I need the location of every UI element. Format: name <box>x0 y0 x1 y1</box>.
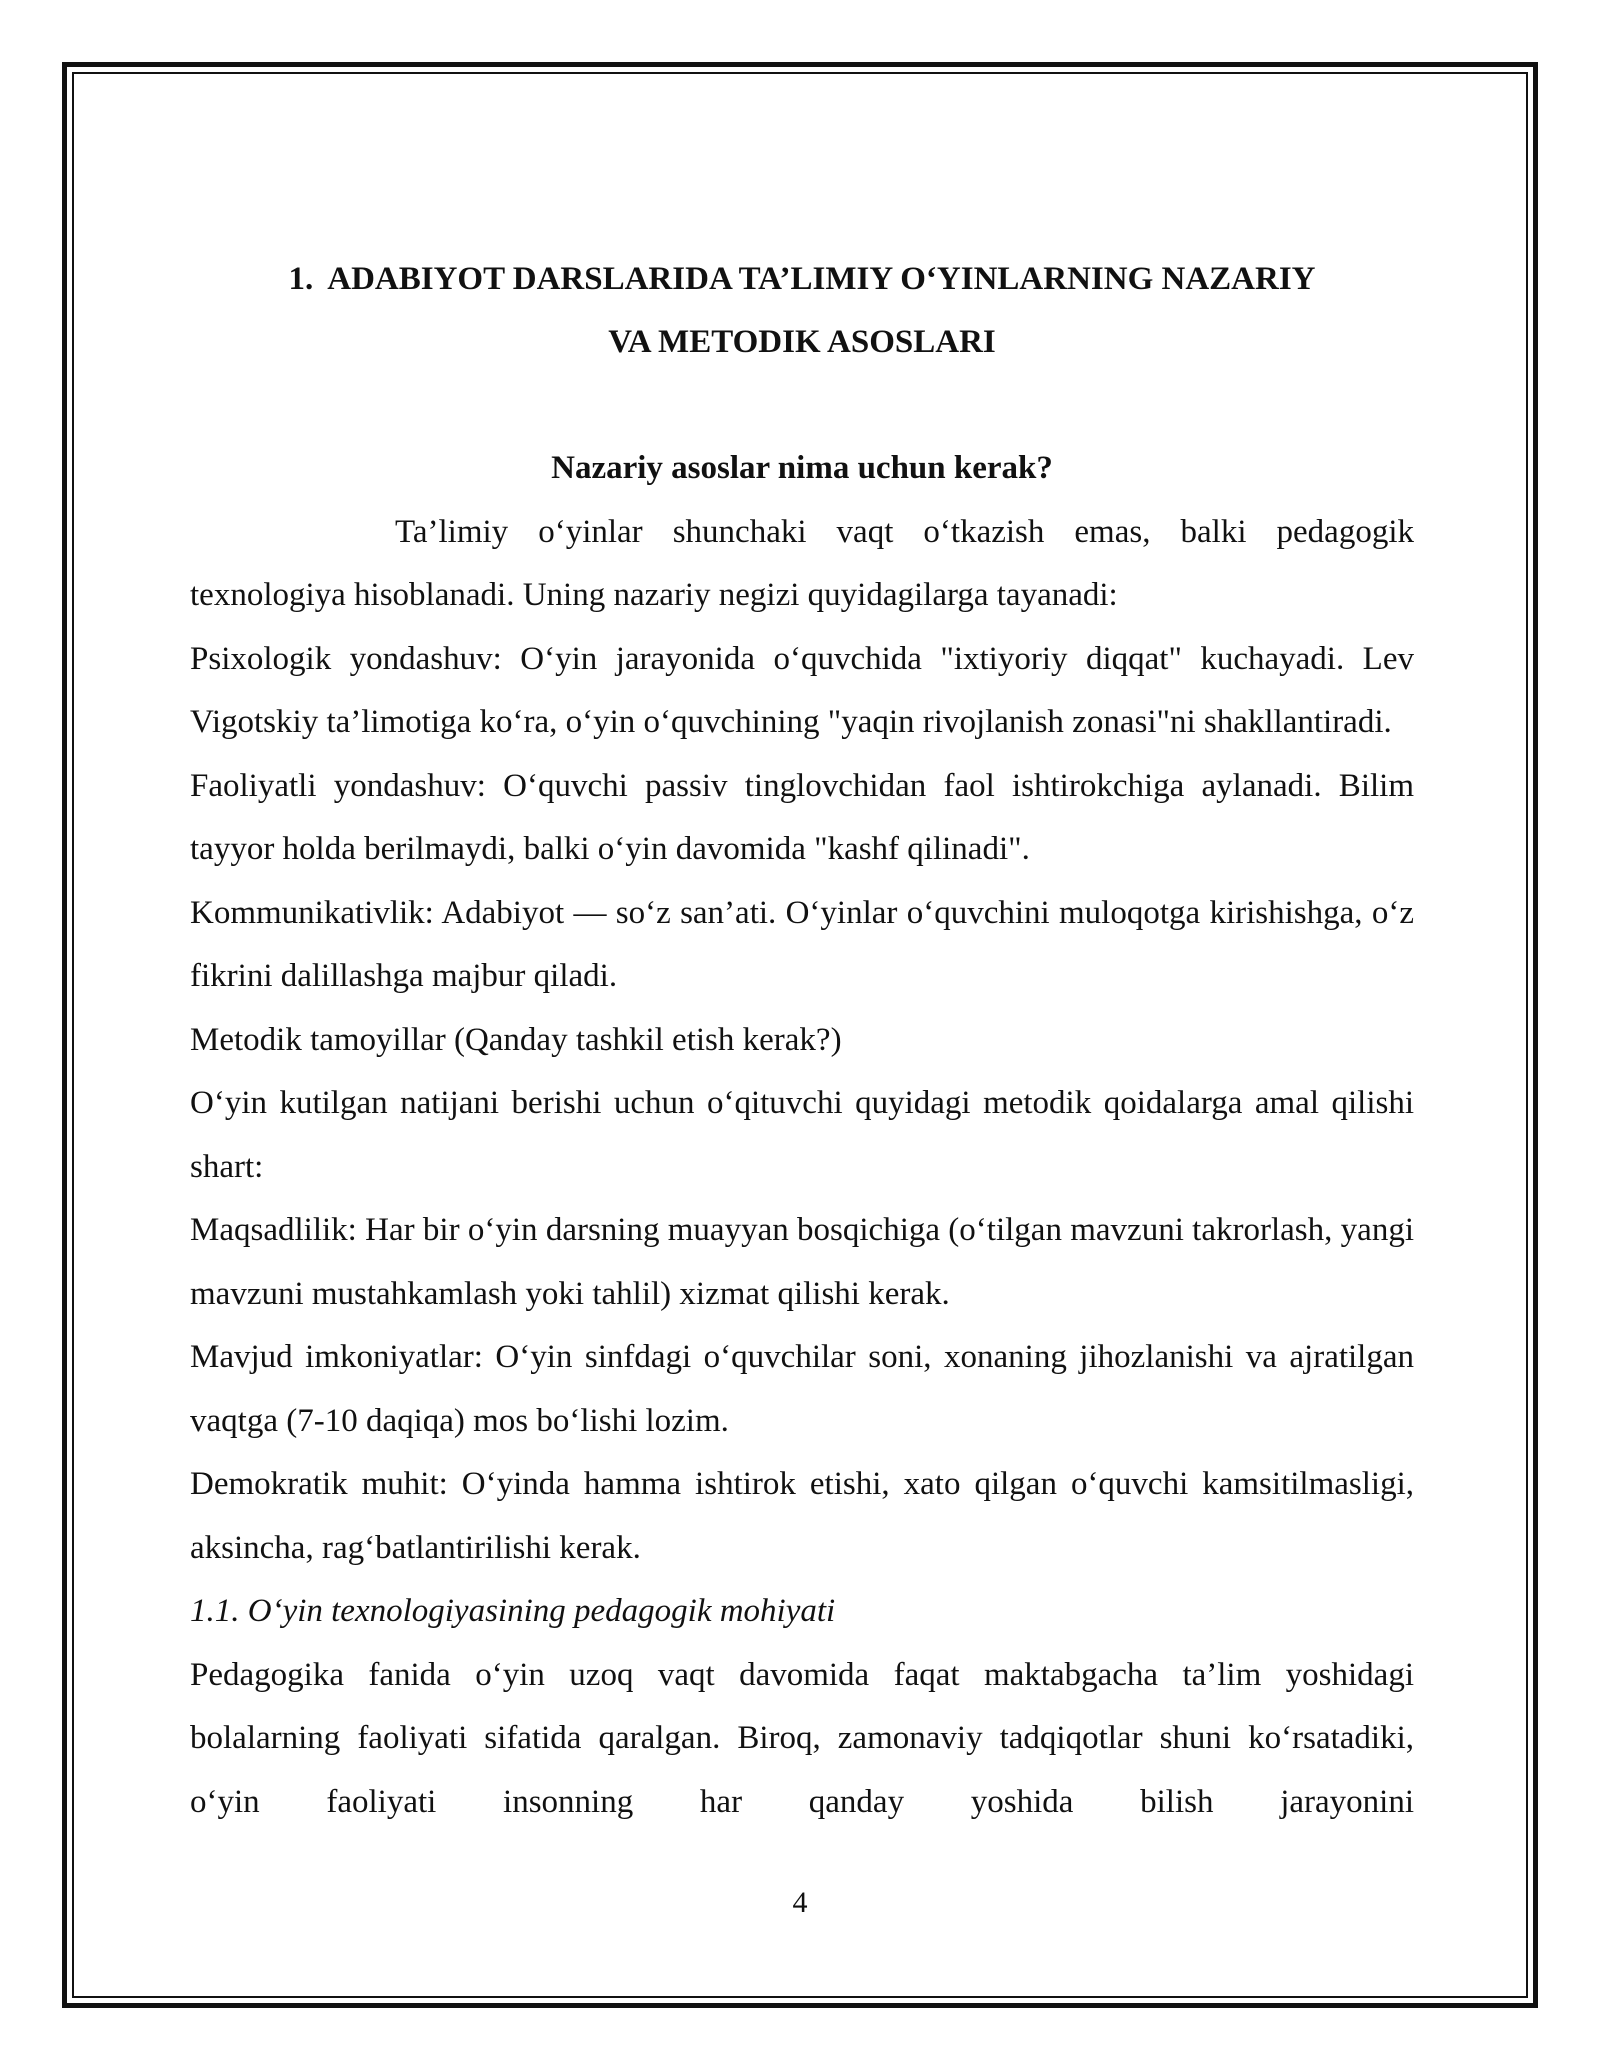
paragraph-metodik: Metodik tamoyillar (Qanday tashkil etish kerak?) <box>190 1021 842 1058</box>
paragraph-kommunikativlik: Kommunikativlik: Adabiyot — so‘z san’ati. O‘yinlar o‘quvchini muloqotga kirishishga, o‘z fikrini dalillashga majbur qiladi. <box>190 894 1414 994</box>
chapter-heading-line2: VA METODIK ASOSLARI <box>608 324 996 360</box>
paragraph-demokratik: Demokratik muhit: O‘yinda hamma ishtirok etishi, xato qilgan o‘quvchi kamsitilmasligi, aksincha, rag‘batlantirilishi kerak. <box>190 1466 1414 1566</box>
chapter-heading-line1: ADABIYOT DARSLARIDA TA’LIMIY O‘YINLARNING NAZARIY <box>327 261 1316 297</box>
paragraph-maqsadlilik: Maqsadlilik: Har bir o‘yin darsning muayyan bosqichiga (o‘tilgan mavzuni takrorlash, yangi mavzuni mustahkamlash yoki tahlil) xizmat qilishi kerak. <box>190 1212 1414 1312</box>
page-number: 4 <box>792 1886 808 1919</box>
paragraph-oyin-kutilgan: O‘yin kutilgan natijani berishi uchun o‘qituvchi quyidagi metodik qoidalarga amal qilishi shart: <box>190 1085 1414 1185</box>
chapter-number: 1. <box>288 261 314 297</box>
paragraph-mavjud: Mavjud imkoniyatlar: O‘yin sinfdagi o‘quvchilar soni, xonaning jihozlanishi va ajratilgan vaqtga (7-10 daqiqa) mos bo‘lishi lozim. <box>190 1339 1414 1439</box>
paragraph-intro: Ta’limiy o‘yinlar shunchaki vaqt o‘tkazish emas, balki pedagogik texnologiya hisoblanadi. Uning nazariy negizi quyidagilarga tayanadi: <box>190 513 1414 613</box>
spacer <box>190 374 1414 437</box>
paragraph-pedagogika: Pedagogika fanida o‘yin uzoq vaqt davomida faqat maktabgacha ta’lim yoshidagi bolalarning faoliyati sifatida qaralgan. Biroq, zamonaviy tadqiqotlar shuni ko‘rsatadiki, o‘yin faoliyati insonning har qanday yoshida bilish jarayonini <box>190 1656 1414 1820</box>
chapter-heading <box>190 248 1414 374</box>
document-body <box>190 248 1414 1834</box>
paragraph-faoliyatli: Faoliyatli yondashuv: O‘quvchi passiv tinglovchidan faol ishtirokchiga aylanadi. Bilim tayyor holda berilmaydi, balki o‘yin davomida "kashf qilinadi". <box>190 767 1414 867</box>
section-subheading: Nazariy asoslar nima uchun kerak? <box>551 450 1053 486</box>
subsection-title: 1.1. O‘yin texnologiyasining pedagogik mohiyati <box>190 1593 836 1629</box>
paragraph-psixologik: Psixologik yondashuv: O‘yin jarayonida o‘quvchida "ixtiyoriy diqqat" kuchayadi. Lev Vigotskiy ta’limotiga ko‘ra, o‘yin o‘quvchining "yaqin rivojlanish zonasi"ni shakllantiradi. <box>190 640 1414 740</box>
